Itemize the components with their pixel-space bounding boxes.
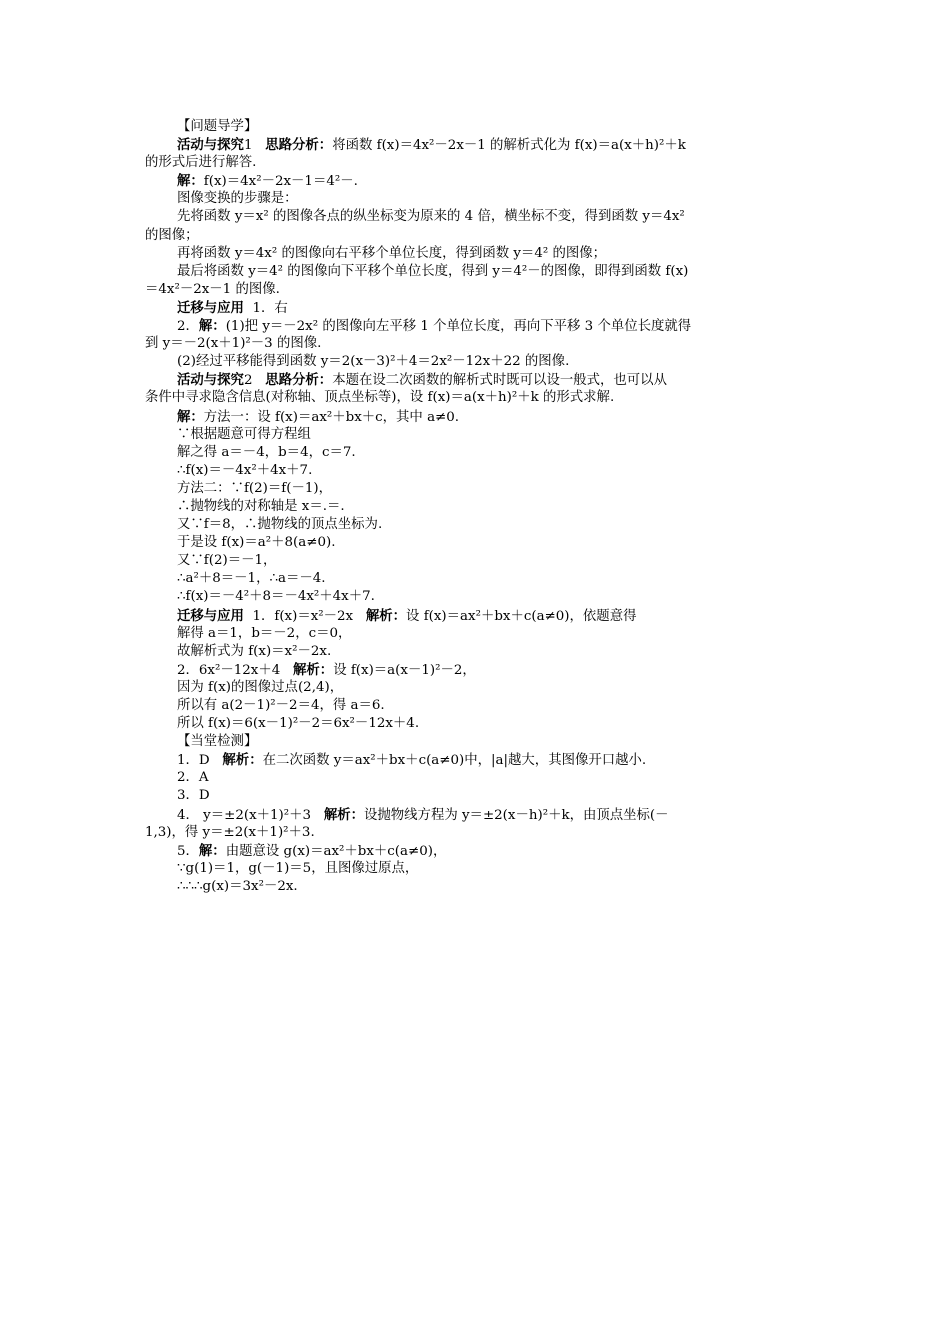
text-line bbox=[145, 534, 815, 552]
text-run: ∵g(1)＝1，g(－1)＝5，且图像过原点， bbox=[177, 860, 419, 876]
text-line bbox=[145, 263, 815, 281]
text-run: 再将函数 y＝4x² 的图像向右平移个单位长度，得到函数 y＝4² 的图像； bbox=[177, 245, 607, 261]
text-run: 2．A bbox=[177, 770, 209, 786]
text-line bbox=[145, 389, 815, 407]
text-run: 又∵f(2)＝－1， bbox=[177, 553, 277, 569]
text-run: 设 f(x)＝a(x－1)²－2， bbox=[333, 662, 476, 678]
text-line bbox=[145, 570, 815, 588]
bold-label: 解析： bbox=[323, 806, 364, 823]
text-run: ＝4x²－2x－1 的图像. bbox=[145, 281, 280, 297]
text-line bbox=[145, 245, 815, 263]
text-run: 所以 f(x)＝6(x－1)²－2＝6x²－12x＋4. bbox=[177, 716, 420, 732]
text-run: 1,3)，得 y＝±2(x＋1)²＋3. bbox=[145, 824, 315, 840]
text-line bbox=[145, 625, 815, 643]
text-line bbox=[145, 426, 815, 444]
text-run: f(x)＝4x²－2x－1＝4²－. bbox=[203, 174, 358, 190]
text-line bbox=[145, 552, 815, 570]
text-line bbox=[145, 697, 815, 715]
text-line bbox=[145, 860, 815, 878]
text-run: 解之得 a＝－4，b＝4，c＝7. bbox=[177, 444, 356, 460]
text-run: 先将函数 y＝x² 的图像各点的纵坐标变为原来的 4 倍，横坐标不变，得到函数 y＝4x² bbox=[177, 209, 685, 225]
text-line bbox=[145, 335, 815, 353]
bold-label: 解析： bbox=[222, 752, 263, 769]
text-run: 最后将函数 y＝4² 的图像向下平移个单位长度，得到 y＝4²－的图像，即得到函数 f(x) bbox=[177, 263, 689, 279]
bold-label: 迁移与应用 bbox=[177, 299, 244, 316]
text-run: 方法二：∵f(2)＝f(－1)， bbox=[177, 480, 332, 496]
bold-label: 活动与探究 bbox=[177, 137, 244, 154]
text-line bbox=[145, 353, 815, 371]
text-line bbox=[145, 208, 815, 226]
document-body bbox=[145, 118, 815, 896]
text-line bbox=[145, 787, 815, 805]
bold-label: 迁移与应用 bbox=[177, 607, 244, 624]
text-run: 2．6x²－12x＋4 bbox=[177, 662, 294, 678]
text-line bbox=[145, 154, 815, 172]
text-run: 因为 f(x)的图像过点(2,4)， bbox=[177, 679, 344, 695]
text-run: 设 f(x)＝ax²＋bx＋c(a≠0)，依题意得 bbox=[406, 608, 637, 624]
text-run: ∵根据题意可得方程组 bbox=[177, 426, 311, 442]
text-run: 【当堂检测】 bbox=[177, 734, 258, 750]
text-run: 2 bbox=[243, 373, 266, 389]
text-line bbox=[145, 679, 815, 697]
text-run: 故解析式为 f(x)＝x²－2x. bbox=[177, 643, 332, 659]
text-line bbox=[145, 281, 815, 299]
text-run: 由题意设 g(x)＝ax²＋bx＋c(a≠0)， bbox=[225, 843, 447, 859]
text-run: 1．f(x)＝x²－2x bbox=[243, 608, 366, 624]
text-run: 所以有 a(2－1)²－2＝4，得 a＝6. bbox=[177, 698, 385, 713]
text-run: 2． bbox=[177, 319, 199, 335]
text-run: 的形式后进行解答. bbox=[145, 155, 257, 171]
text-run: 4． y＝±2(x＋1)²＋3 bbox=[177, 807, 324, 823]
text-line bbox=[145, 227, 815, 245]
bold-label: 解： bbox=[177, 408, 204, 425]
text-line bbox=[145, 408, 815, 426]
text-line bbox=[145, 136, 815, 154]
text-line bbox=[145, 751, 815, 769]
text-line bbox=[145, 824, 815, 842]
text-run: (2)经过平移能得到函数 y＝2(x－3)²＋4＝2x²－12x＋22 的图像. bbox=[177, 354, 570, 370]
text-line bbox=[145, 462, 815, 480]
text-run: 又∵f＝8，∴抛物线的顶点坐标为. bbox=[177, 517, 383, 533]
text-run: 本题在设二次函数的解析式时既可以设一般式，也可以从 bbox=[332, 373, 667, 389]
text-run: 1．D bbox=[177, 753, 223, 769]
text-line bbox=[145, 444, 815, 462]
text-line bbox=[145, 371, 815, 389]
text-run: 设抛物线方程为 y＝±2(x－h)²＋k，由顶点坐标(－ bbox=[364, 807, 669, 823]
text-line bbox=[145, 516, 815, 534]
text-run: ∴∴∴g(x)＝3x²－2x. bbox=[177, 878, 298, 894]
text-line bbox=[145, 172, 815, 190]
text-run: (1)把 y＝－2x² 的图像向左平移 1 个单位长度，再向下平移 3 个单位长度就得 bbox=[225, 319, 692, 335]
text-run: 解得 a＝1，b＝－2，c＝0， bbox=[177, 625, 352, 641]
text-run: 【问题导学】 bbox=[177, 119, 258, 134]
text-run: ∴抛物线的对称轴是 x＝.＝. bbox=[177, 498, 345, 514]
text-line bbox=[145, 661, 815, 679]
text-run: 3．D bbox=[177, 788, 210, 804]
text-run: 到 y＝－2(x＋1)²－3 的图像. bbox=[145, 336, 322, 352]
text-line bbox=[145, 480, 815, 498]
text-run: 于是设 f(x)＝a²＋8(a≠0). bbox=[177, 535, 336, 551]
text-run: 1 bbox=[243, 138, 266, 154]
text-line bbox=[145, 643, 815, 661]
text-run: 将函数 f(x)＝4x²－2x－1 的解析式化为 f(x)＝a(x＋h)²＋k bbox=[332, 138, 686, 154]
text-run: 图像变换的步骤是： bbox=[177, 191, 298, 207]
text-line bbox=[145, 317, 815, 335]
text-line bbox=[145, 299, 815, 317]
text-line bbox=[145, 769, 815, 787]
text-line bbox=[145, 715, 815, 733]
bold-label: 解析： bbox=[365, 607, 407, 624]
text-run: ∴f(x)＝－4²＋8＝－4x²＋4x＋7. bbox=[177, 589, 375, 605]
text-line bbox=[145, 806, 815, 824]
text-run: 方法一：设 f(x)＝ax²＋bx＋c，其中 a≠0. bbox=[203, 409, 460, 425]
text-run: 的图像； bbox=[145, 227, 199, 243]
bold-label: 思路分析： bbox=[265, 137, 333, 154]
text-line bbox=[145, 118, 815, 136]
bold-label: 解： bbox=[177, 173, 204, 190]
text-line bbox=[145, 190, 815, 208]
text-run: ∴a²＋8＝－1，∴a＝－4. bbox=[177, 571, 326, 587]
text-line bbox=[145, 878, 815, 896]
text-line bbox=[145, 588, 815, 606]
bold-label: 思路分析： bbox=[265, 372, 333, 389]
text-line bbox=[145, 498, 815, 516]
text-run: 5． bbox=[177, 843, 199, 859]
text-run: 1．右 bbox=[243, 300, 288, 316]
text-run: 在二次函数 y＝ax²＋bx＋c(a≠0)中，|a|越大，其图像开口越小. bbox=[262, 753, 647, 769]
bold-label: 解： bbox=[198, 318, 226, 335]
text-line bbox=[145, 607, 815, 625]
bold-label: 解析： bbox=[293, 661, 334, 678]
text-run: ∴f(x)＝－4x²＋4x＋7. bbox=[177, 462, 313, 478]
text-run: 条件中寻求隐含信息(对称轴、顶点坐标等)，设 f(x)＝a(x＋h)²＋k 的形式求解. bbox=[145, 390, 615, 406]
bold-label: 活动与探究 bbox=[177, 372, 244, 389]
text-line bbox=[145, 733, 815, 751]
text-line bbox=[145, 842, 815, 860]
bold-label: 解： bbox=[198, 842, 226, 859]
